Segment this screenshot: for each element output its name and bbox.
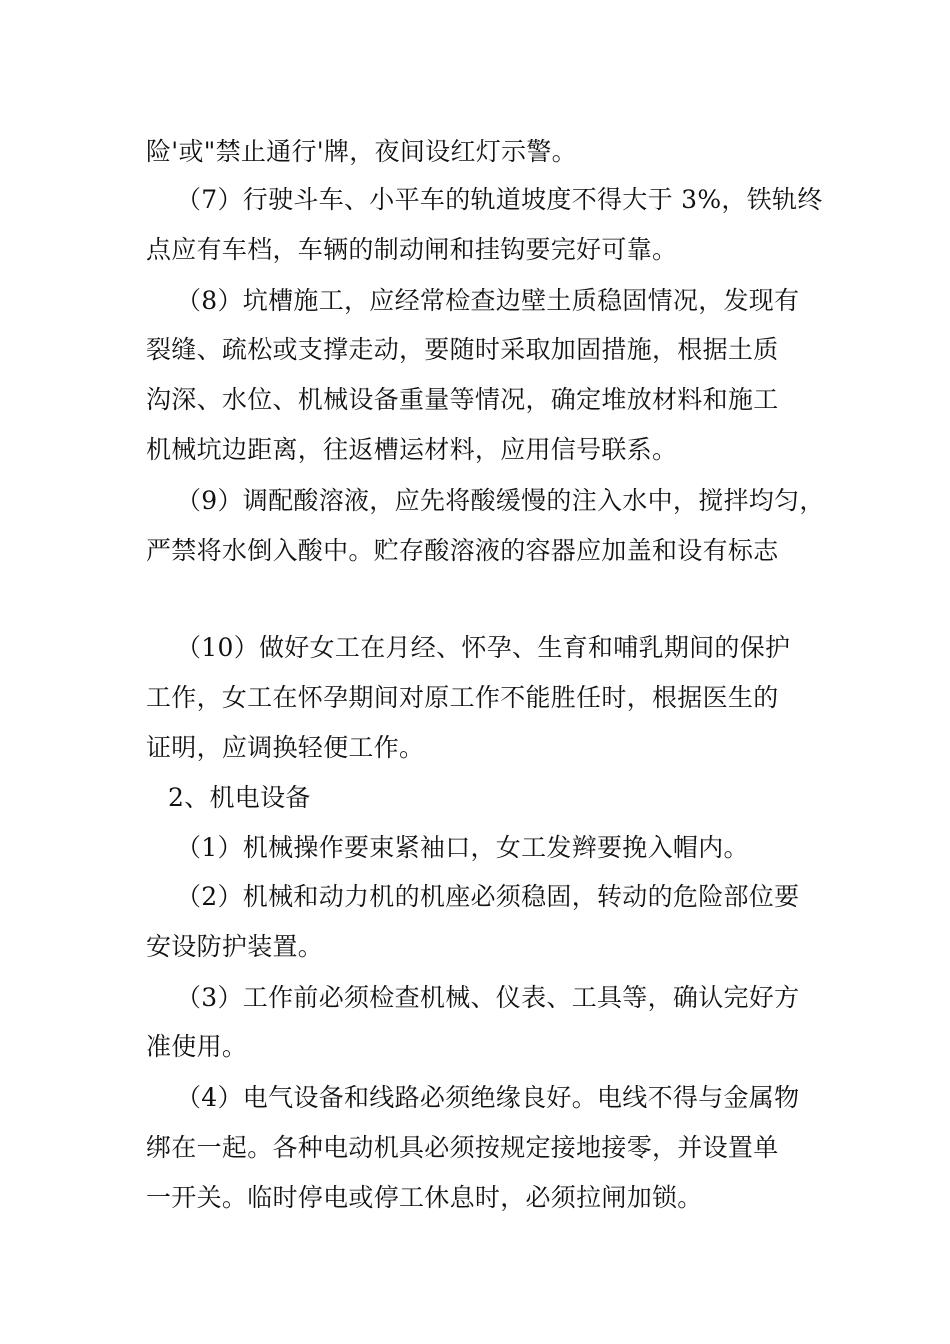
text-line: 工作，女工在怀孕期间对原工作不能胜任时，根据医生的 [146,683,779,712]
text-line: （8）坑槽施工，应经常检查边壁土质稳固情况，发现有 [176,286,800,315]
text-line: 点应有车档，车辆的制动闸和挂钩要完好可靠。 [146,235,678,264]
text-line: 机械坑边距离，往返槽运材料，应用信号联系。 [146,435,678,464]
text-line: 证明，应调换轻便工作。 [146,733,425,762]
text-line: （9）调配酸溶液，应先将酸缓慢的注入水中，搅拌均匀， [176,486,825,515]
text-line: 沟深、水位、机械设备重量等情况，确定堆放材料和施工 [146,385,779,414]
text-line: （10）做好女工在月经、怀孕、生育和哺乳期间的保护 [176,633,791,662]
text-line: （7）行驶斗车、小平车的轨道坡度不得大于 3%，铁轨终 [176,185,823,214]
text-line: （3）工作前必须检查机械、仪表、工具等，确认完好方 [176,983,800,1012]
text-line: 险'或"禁止通行'牌，夜间设红灯示警。 [146,137,577,166]
text-line: （2）机械和动力机的机座必须稳固，转动的危险部位要 [176,882,800,911]
section-heading: 2、机电设备 [168,783,311,812]
text-line: （4）电气设备和线路必须绝缘良好。电线不得与金属物 [176,1083,800,1112]
text-line: 绑在一起。各种电动机具必须按规定接地接零，并设置单 [146,1133,779,1162]
text-line: 裂缝、疏松或支撑走动，要随时采取加固措施，根据土质 [146,335,779,364]
text-line: 一开关。临时停电或停工休息时，必须拉闸加锁。 [146,1183,703,1212]
text-line: （1）机械操作要束紧袖口，女工发辫要挽入帽内。 [176,833,749,862]
text-line: 准使用。 [146,1032,248,1061]
text-line: 安设防护装置。 [146,932,324,961]
text-line: 严禁将水倒入酸中。贮存酸溶液的容器应加盖和设有标志 [146,536,779,565]
